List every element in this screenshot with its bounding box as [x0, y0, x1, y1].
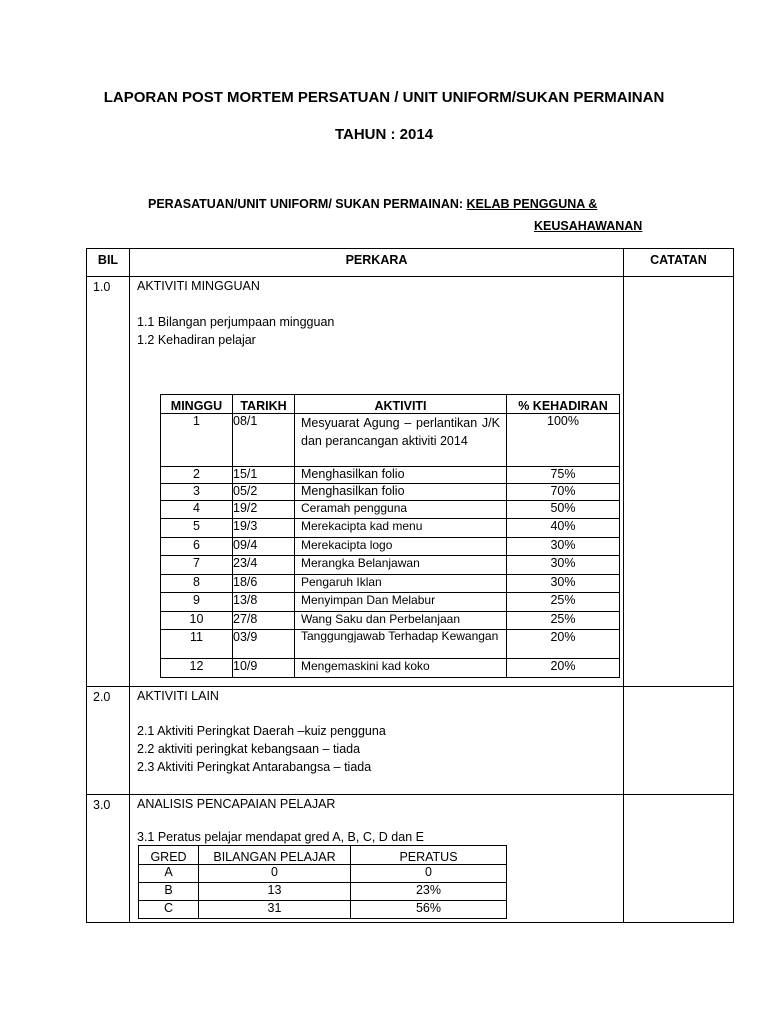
cell-kehadiran: 70%: [507, 484, 620, 501]
cell-tarikh: 13/8: [233, 593, 295, 612]
cell-peratus: 56%: [351, 901, 507, 919]
cell-kehadiran: 25%: [507, 612, 620, 630]
cell-kehadiran: 100%: [507, 414, 620, 467]
header-bil: BIL: [87, 249, 130, 277]
activity-header-row: [161, 395, 620, 414]
cell-kehadiran: 50%: [507, 501, 620, 519]
section-title: AKTIVITI LAIN: [137, 689, 219, 703]
cell-minggu: 4: [161, 501, 233, 519]
cell-aktiviti: Mengemaskini kad koko: [295, 659, 507, 678]
table-row: [161, 414, 620, 467]
cell-minggu: 9: [161, 593, 233, 612]
org-name: KELAB PENGGUNA &: [466, 197, 598, 211]
table-row: [139, 865, 507, 883]
cell-kehadiran: 75%: [507, 467, 620, 484]
cell-gred: B: [139, 883, 199, 901]
cell-tarikh: 15/1: [233, 467, 295, 484]
table-row: [139, 883, 507, 901]
row-perkara: [130, 277, 624, 687]
cell-gred: C: [139, 901, 199, 919]
cell-kehadiran: 40%: [507, 519, 620, 538]
header-tarikh: TARIKH: [233, 395, 295, 414]
grade-table: [138, 845, 507, 919]
cell-aktiviti: Wang Saku dan Perbelanjaan: [295, 612, 507, 630]
cell-peratus: 0: [351, 865, 507, 883]
cell-aktiviti: Menyimpan Dan Melabur: [295, 593, 507, 612]
table-row: [161, 630, 620, 659]
post-mortem-table: [86, 248, 734, 923]
org-line: [148, 197, 597, 211]
row-bil: 2.0: [87, 687, 130, 795]
row-perkara: [130, 795, 624, 923]
cell-kehadiran: 25%: [507, 593, 620, 612]
cell-tarikh: 05/2: [233, 484, 295, 501]
report-title: LAPORAN POST MORTEM PERSATUAN / UNIT UNIFORM/SUKAN PERMAINAN: [103, 89, 665, 106]
cell-aktiviti: Mesyuarat Agung – perlantikan J/K dan perancangan aktiviti 2014: [295, 414, 507, 467]
cell-kehadiran: 30%: [507, 556, 620, 575]
cell-aktiviti: Merangka Belanjawan: [295, 556, 507, 575]
report-year: TAHUN : 2014: [334, 126, 434, 143]
section-title: AKTIVITI MINGGUAN: [137, 279, 260, 293]
cell-bilangan: 0: [199, 865, 351, 883]
header-perkara: PERKARA: [130, 249, 624, 277]
table-header-row: [87, 249, 734, 277]
cell-tarikh: 19/2: [233, 501, 295, 519]
cell-minggu: 6: [161, 538, 233, 556]
cell-kehadiran: 20%: [507, 659, 620, 678]
cell-kehadiran: 30%: [507, 538, 620, 556]
cell-aktiviti: Tanggungjawab Terhadap Kewangan: [295, 630, 507, 659]
section-line: 2.2 aktiviti peringkat kebangsaan – tiada: [137, 742, 361, 756]
header-kehadiran: % KEHADIRAN: [507, 395, 620, 414]
cell-minggu: 11: [161, 630, 233, 659]
cell-aktiviti: Menghasilkan folio: [295, 484, 507, 501]
header-bilangan: BILANGAN PELAJAR: [199, 846, 351, 865]
cell-minggu: 8: [161, 575, 233, 593]
cell-tarikh: 09/4: [233, 538, 295, 556]
row-catatan: [624, 687, 734, 795]
cell-minggu: 3: [161, 484, 233, 501]
grade-header-row: [139, 846, 507, 865]
cell-minggu: 7: [161, 556, 233, 575]
header-peratus: PERATUS: [351, 846, 507, 865]
table-row: [87, 687, 734, 795]
cell-gred: A: [139, 865, 199, 883]
row-bil: 1.0: [87, 277, 130, 687]
table-row: [87, 795, 734, 923]
org-label: PERASATUAN/UNIT UNIFORM/ SUKAN PERMAINAN:: [148, 197, 467, 211]
cell-minggu: 5: [161, 519, 233, 538]
table-row: [161, 538, 620, 556]
table-row: [87, 277, 734, 687]
section-line: 2.3 Aktiviti Peringkat Antarabangsa – tiada: [137, 760, 372, 774]
header-aktiviti: AKTIVITI: [295, 395, 507, 414]
table-row: [161, 659, 620, 678]
header-gred: GRED: [139, 846, 199, 865]
cell-kehadiran: 20%: [507, 630, 620, 659]
cell-minggu: 12: [161, 659, 233, 678]
row-bil: 3.0: [87, 795, 130, 923]
table-row: [161, 484, 620, 501]
cell-minggu: 1: [161, 414, 233, 467]
table-row: [161, 501, 620, 519]
cell-minggu: 2: [161, 467, 233, 484]
cell-aktiviti: Menghasilkan folio: [295, 467, 507, 484]
cell-aktiviti: Ceramah pengguna: [295, 501, 507, 519]
org-name-continued: KEUSAHAWANAN: [534, 219, 643, 233]
section-line: 3.1 Peratus pelajar mendapat gred A, B, C, D dan E: [137, 830, 424, 844]
row-catatan: [624, 277, 734, 687]
cell-peratus: 23%: [351, 883, 507, 901]
cell-bilangan: 31: [199, 901, 351, 919]
cell-minggu: 10: [161, 612, 233, 630]
cell-tarikh: 08/1: [233, 414, 295, 467]
cell-kehadiran: 30%: [507, 575, 620, 593]
cell-aktiviti: Pengaruh Iklan: [295, 575, 507, 593]
section-line: 1.2 Kehadiran pelajar: [137, 333, 256, 347]
table-row: [161, 519, 620, 538]
header-minggu: MINGGU: [161, 395, 233, 414]
section-line: 2.1 Aktiviti Peringkat Daerah –kuiz pengguna: [137, 724, 386, 738]
cell-tarikh: 03/9: [233, 630, 295, 659]
activity-table: [160, 394, 620, 678]
table-row: [161, 593, 620, 612]
cell-tarikh: 27/8: [233, 612, 295, 630]
table-row: [161, 556, 620, 575]
cell-tarikh: 18/6: [233, 575, 295, 593]
cell-tarikh: 23/4: [233, 556, 295, 575]
cell-bilangan: 13: [199, 883, 351, 901]
row-perkara: [130, 687, 624, 795]
cell-tarikh: 19/3: [233, 519, 295, 538]
table-row: [139, 901, 507, 919]
cell-aktiviti: Merekacipta kad menu: [295, 519, 507, 538]
table-row: [161, 575, 620, 593]
cell-aktiviti: Merekacipta logo: [295, 538, 507, 556]
table-row: [161, 612, 620, 630]
section-title: ANALISIS PENCAPAIAN PELAJAR: [137, 797, 336, 811]
row-catatan: [624, 795, 734, 923]
cell-tarikh: 10/9: [233, 659, 295, 678]
header-catatan: CATATAN: [624, 249, 734, 277]
table-row: [161, 467, 620, 484]
section-line: 1.1 Bilangan perjumpaan mingguan: [137, 315, 335, 329]
